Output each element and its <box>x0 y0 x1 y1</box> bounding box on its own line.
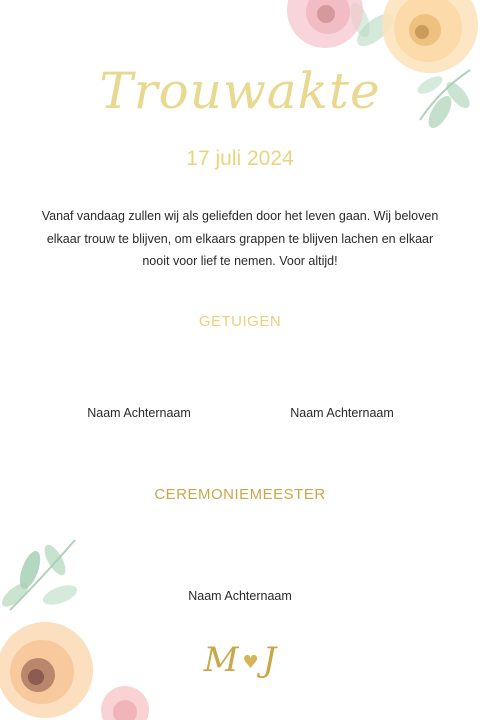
certificate-title: Trouwakte <box>99 62 381 120</box>
heart-icon: ♥ <box>242 651 259 673</box>
ceremony-master-heading: CEREMONIEMEESTER <box>154 486 326 503</box>
ceremony-master-name: Naam Achternaam <box>188 589 292 603</box>
witness-name-2: Naam Achternaam <box>290 406 394 420</box>
witness-name-1: Naam Achternaam <box>87 406 191 420</box>
vow-text: Vanaf vandaag zullen wij als geliefden door het leven gaan. Wij beloven elkaar trouw te blijven, om elkaars grappen te blijven lachen en elkaar nooit voor lief te nemen. Voor altijd! <box>41 209 439 268</box>
witnesses-heading: GETUIGEN <box>198 313 282 330</box>
couple-monogram <box>0 640 480 680</box>
floral-bottom-left-decoration <box>0 530 160 720</box>
monogram-initial-left: M <box>203 640 239 680</box>
monogram-initial-right: J <box>262 640 277 680</box>
wedding-date: 17 juli 2024 <box>186 147 294 170</box>
